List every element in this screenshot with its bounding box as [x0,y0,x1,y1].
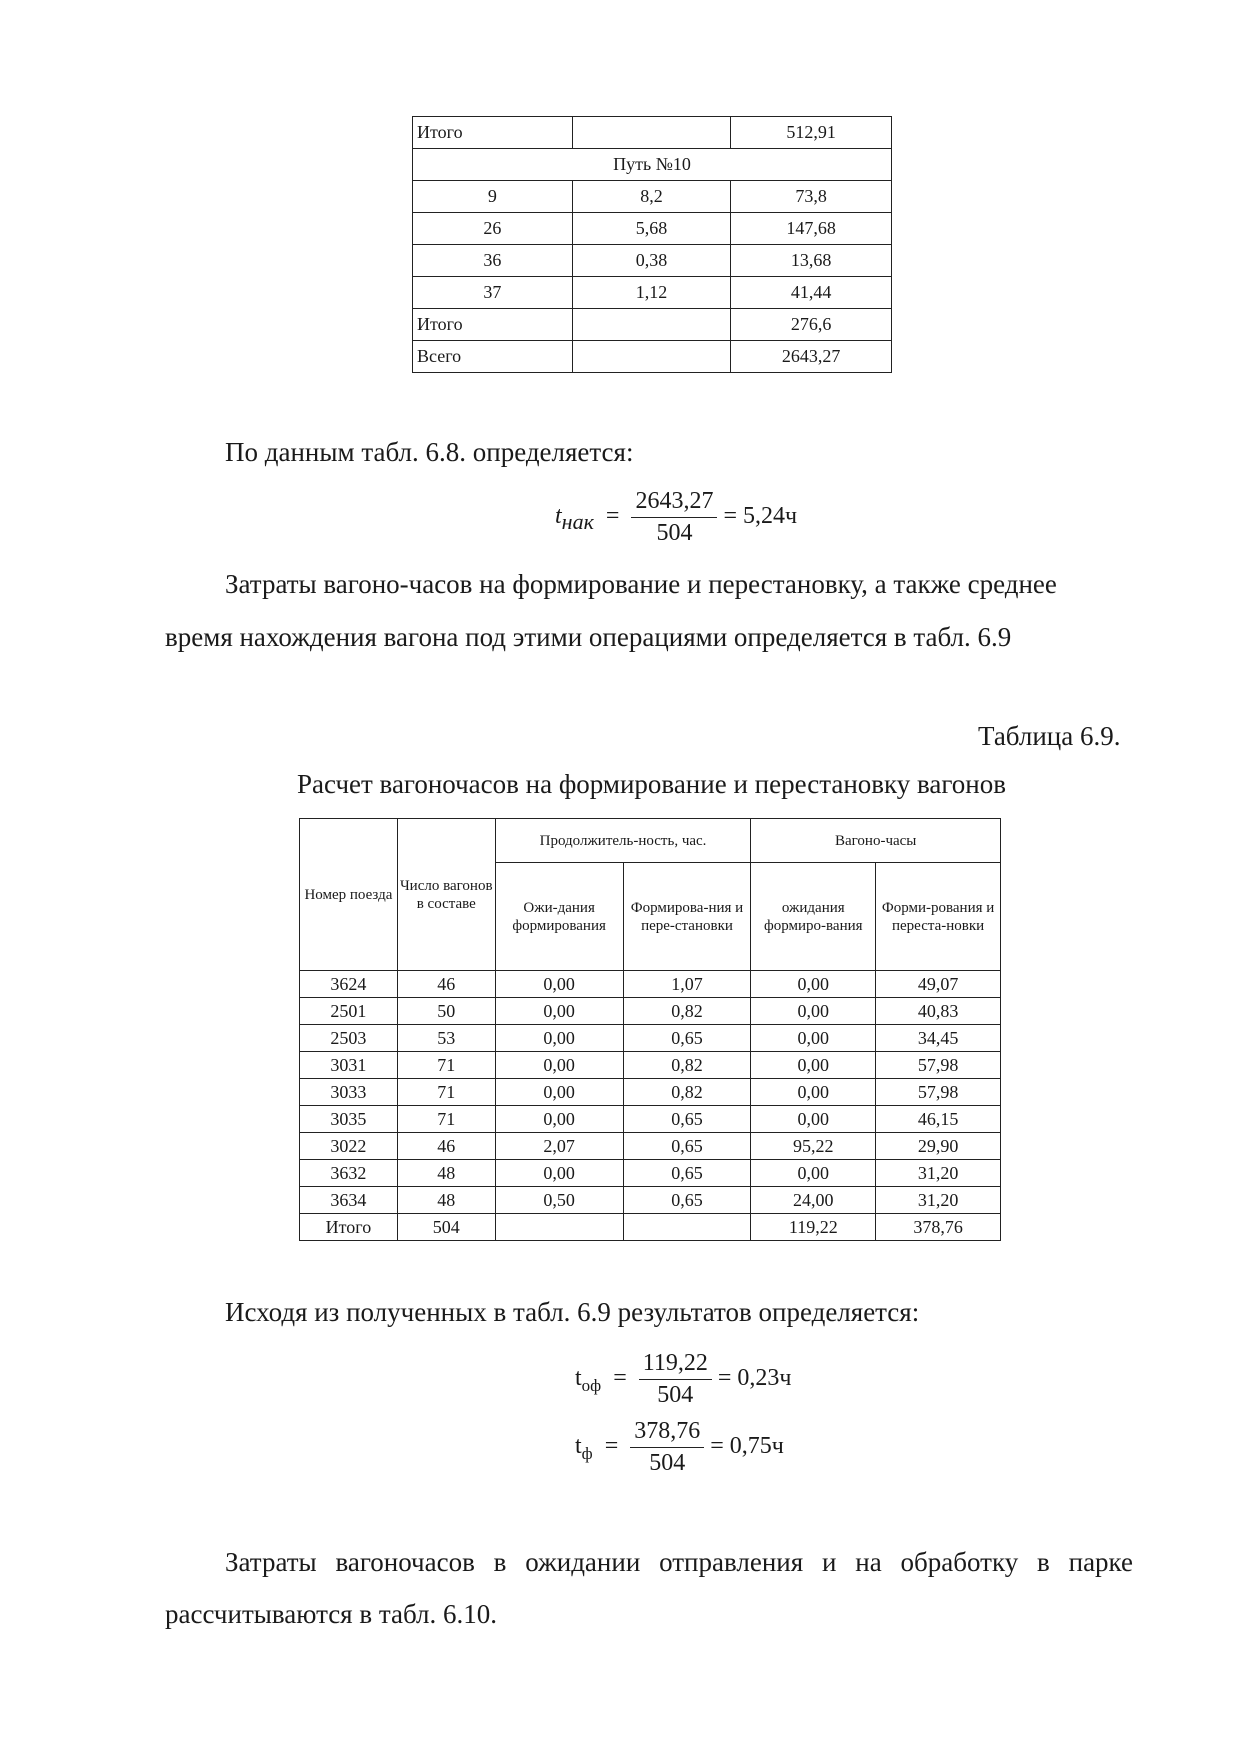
table-cell: 276,6 [731,309,892,341]
table-cell [572,309,731,341]
table-cell: 147,68 [731,213,892,245]
table-cell: 0,00 [751,1025,876,1052]
table-cell: 37 [413,277,573,309]
formula-numerator: 378,76 [630,1418,704,1448]
table-cell: 0,65 [623,1106,751,1133]
header-wait-duration: Ожи-дания формирования [495,863,623,971]
table-title: Расчет вагоночасов на формирование и перестановку вагонов [297,769,1006,799]
table-cell: 0,82 [623,1052,751,1079]
formula-result: = 0,23ч [717,1365,792,1392]
table-cell: 36 [413,245,573,277]
table-cell [495,1214,623,1241]
table-row [413,181,892,213]
table-cell: 57,98 [876,1079,1001,1106]
formula-result: = 5,24ч [723,503,798,530]
table-6-9 [299,818,1001,1241]
table-cell: 1,07 [623,971,751,998]
table-cell: 0,50 [495,1187,623,1214]
table-cell: 0,00 [751,1079,876,1106]
table-cell: 0,00 [751,1052,876,1079]
table-cell: 46 [397,1133,495,1160]
table-row [300,1052,1001,1079]
table-label: Таблица 6.9. [978,721,1121,751]
table-cell: Итого [413,309,573,341]
table-cell: 0,00 [495,1106,623,1133]
paragraph-1: По данным табл. 6.8. определяется: [225,437,634,467]
paragraph-2-line-1: Затраты вагоно-часов на формирование и перестановку, а также среднее [225,569,1057,599]
formula-fraction [630,1418,704,1477]
table-row [300,971,1001,998]
table-row [413,277,892,309]
table-cell: 40,83 [876,998,1001,1025]
table-cell: 2,07 [495,1133,623,1160]
table-cell: 48 [397,1187,495,1214]
table-cell: 0,00 [495,1025,623,1052]
table-row [300,1106,1001,1133]
table-row [300,998,1001,1025]
table-cell: 2643,27 [731,341,892,373]
section-title: Путь №10 [413,149,892,181]
table-row [300,1133,1001,1160]
table-cell: 26 [413,213,573,245]
formula-denominator: 504 [649,1450,686,1476]
table-cell: 378,76 [876,1214,1001,1241]
table-cell: 13,68 [731,245,892,277]
table-cell: 41,44 [731,277,892,309]
table-row [300,1214,1001,1241]
table-6-8-continuation [412,116,892,373]
table-cell: 5,68 [572,213,731,245]
table-cell: 95,22 [751,1133,876,1160]
table-cell: 0,00 [495,1160,623,1187]
table-row [413,117,892,149]
header-form-duration: Формирова-ния и пере-становки [623,863,751,971]
table-cell: Итого [413,117,573,149]
formula-var: t [575,1365,582,1392]
table-cell: 119,22 [751,1214,876,1241]
formula-t-of: $t_{оф}$ = $\frac{119,22}{504}$ = 0,23ч [575,1350,792,1408]
table-cell: 3632 [300,1160,398,1187]
table-row [413,341,892,373]
table-cell: 48 [397,1160,495,1187]
table-row [300,1160,1001,1187]
formula-numerator: 119,22 [639,1350,712,1380]
header-train: Номер поезда [300,819,398,971]
table-cell: 9 [413,181,573,213]
table-cell: 34,45 [876,1025,1001,1052]
table-cell: 1,12 [572,277,731,309]
formula-numerator: 2643,27 [631,488,717,518]
table-cell: 3022 [300,1133,398,1160]
table-cell: 0,65 [623,1160,751,1187]
formula-lhs [575,1365,602,1395]
formula-subscript: ф [581,1443,593,1463]
paragraph-3: Исходя из полученных в табл. 6.9 результатов определяется: [225,1297,920,1327]
formula-fraction [639,1350,712,1409]
table-cell: 0,65 [623,1187,751,1214]
header-wagon-hours: Вагоно-часы [751,819,1001,863]
formula-subscript: оф [581,1375,602,1395]
table-cell: 8,2 [572,181,731,213]
table-cell: 46,15 [876,1106,1001,1133]
table-cell: Итого [300,1214,398,1241]
table-cell: 0,38 [572,245,731,277]
table-cell: 49,07 [876,971,1001,998]
table-cell: 512,91 [731,117,892,149]
table-cell: 24,00 [751,1187,876,1214]
table-cell [572,341,731,373]
table-cell: Всего [413,341,573,373]
table-cell: 0,82 [623,998,751,1025]
table-cell: 3624 [300,971,398,998]
formula-var: t [575,1433,582,1460]
paragraph-4-line-2: рассчитываются в табл. 6.10. [165,1599,498,1629]
formula-result: = 0,75ч [710,1433,784,1460]
table-cell: 0,65 [623,1133,751,1160]
table-cell: 0,00 [751,1106,876,1133]
table-cell: 3634 [300,1187,398,1214]
table-row [300,1025,1001,1052]
table-cell: 29,90 [876,1133,1001,1160]
formula-t-nak: $t_{нак}$ = $\frac{2643,27}{504}$ = 5,24ч [555,488,798,546]
table-cell: 71 [397,1052,495,1079]
table-cell: 50 [397,998,495,1025]
formula-var: t [555,503,562,530]
paragraph-2-line-2: время нахождения вагона под этими операциями определяется в табл. 6.9 [165,622,1012,652]
table-cell: 0,00 [495,971,623,998]
table-cell [572,117,731,149]
table-cell: 504 [397,1214,495,1241]
table-cell: 71 [397,1106,495,1133]
formula-fraction [631,488,717,547]
table-row [300,1187,1001,1214]
table-cell: 53 [397,1025,495,1052]
table-cell: 3033 [300,1079,398,1106]
header-form-wagonhours: Форми-рования и переста-новки [876,863,1001,971]
table-cell: 0,00 [495,1052,623,1079]
table-cell: 71 [397,1079,495,1106]
table-cell: 0,00 [751,1160,876,1187]
formula-lhs [575,1433,593,1463]
table-section-row [413,149,892,181]
table-cell: 3035 [300,1106,398,1133]
table-cell: 2503 [300,1025,398,1052]
table-cell: 2501 [300,998,398,1025]
table-cell: 31,20 [876,1160,1001,1187]
table-cell: 0,00 [495,1079,623,1106]
table-cell [623,1214,751,1241]
table-cell: 46 [397,971,495,998]
header-wait-wagonhours: ожидания формиро-вания [751,863,876,971]
formula-subscript: нак [561,508,594,534]
table-cell: 0,82 [623,1079,751,1106]
formula-lhs [555,503,600,534]
table-cell: 31,20 [876,1187,1001,1214]
paragraph-4-line-1: Затраты вагоночасов в ожидании отправления и на обработку в парке [225,1547,1133,1577]
formula-denominator: 504 [657,1382,694,1408]
table-cell: 57,98 [876,1052,1001,1079]
table-cell: 0,00 [495,998,623,1025]
table-cell: 3031 [300,1052,398,1079]
table-row [300,1079,1001,1106]
table-cell: 0,00 [751,971,876,998]
table-row [413,213,892,245]
formula-t-f: $t_ф$ = $\frac{378,76}{504}$ = 0,75ч [575,1418,784,1476]
table-cell: 73,8 [731,181,892,213]
formula-denominator: 504 [656,520,693,546]
table-row [413,309,892,341]
table-cell: 0,65 [623,1025,751,1052]
header-wagons: Число вагонов в составе [397,819,495,971]
table-cell: 0,00 [751,998,876,1025]
table-row [413,245,892,277]
header-duration: Продолжитель-ность, час. [495,819,751,863]
